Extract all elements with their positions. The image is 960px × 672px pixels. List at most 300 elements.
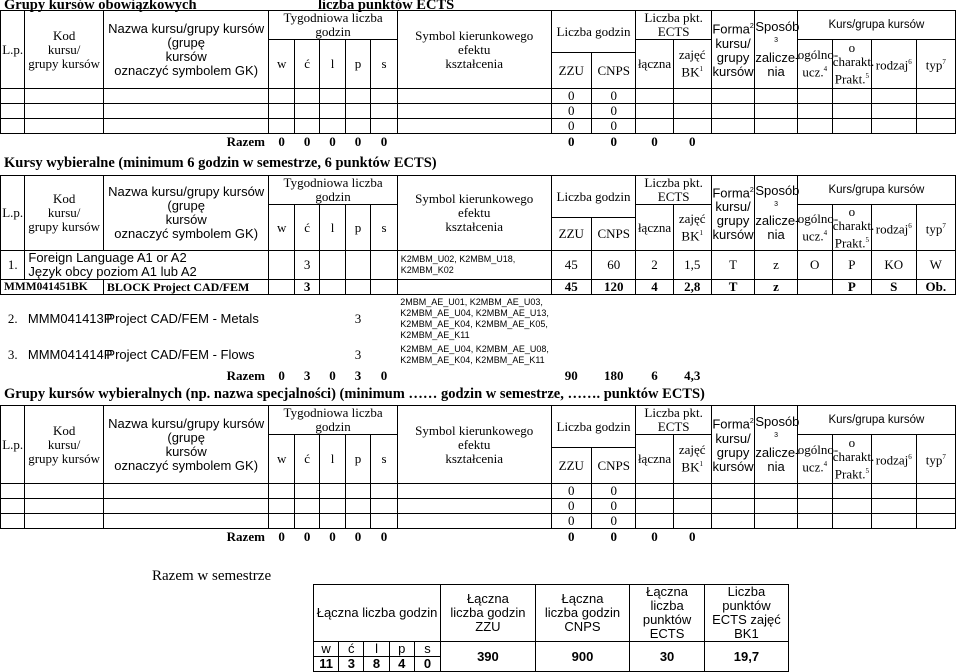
cell-text: ZZU xyxy=(558,62,584,78)
header-sposob xyxy=(755,176,800,251)
cell-text: kursu/ xyxy=(715,430,751,446)
table-cell xyxy=(832,134,871,150)
table-cell: BLOCK Project CAD/FEM xyxy=(103,280,269,295)
table-cell xyxy=(832,119,871,134)
table-cell: 0 xyxy=(651,133,658,149)
cell-text: ECTS xyxy=(657,24,690,39)
table-cell: Razem xyxy=(226,367,265,383)
header-kurs-grupa xyxy=(797,406,955,435)
cell-text: oznaczyć symbolem GK) xyxy=(114,457,259,473)
table-cell xyxy=(371,280,398,295)
table-cell xyxy=(345,104,370,119)
table-cell xyxy=(916,514,955,529)
cell-text: zalicze- xyxy=(755,49,800,65)
table-cell xyxy=(636,119,673,134)
table-cell xyxy=(397,499,551,514)
table-cell: 0 xyxy=(591,119,636,134)
table-cell xyxy=(345,251,370,280)
table-cell: Ob. xyxy=(916,280,955,295)
header-symbol xyxy=(397,11,551,89)
cell-text: 3 xyxy=(774,432,778,440)
cell-text: Foreign Language A1 or A2 xyxy=(28,250,187,266)
cell-text: ogólno- xyxy=(797,211,839,226)
block-row xyxy=(1,280,956,295)
table-cell: 0 xyxy=(551,484,591,499)
cell-text: ZZU xyxy=(558,226,584,242)
cell-text: BK xyxy=(681,228,700,244)
table-cell: P xyxy=(832,280,871,295)
table-cell xyxy=(636,104,673,119)
table-cell xyxy=(320,499,345,514)
cell-text: Liczba godzin xyxy=(556,188,631,204)
header-c xyxy=(294,205,319,251)
cell-text: godzin xyxy=(315,419,351,434)
table-specjalnosci xyxy=(0,405,956,545)
table-cell xyxy=(25,484,104,499)
table-cell xyxy=(711,484,755,499)
header-s xyxy=(371,40,398,89)
table-cell: 900 xyxy=(535,642,630,672)
table-cell: 0 xyxy=(591,514,636,529)
table-cell xyxy=(872,484,917,499)
table-cell xyxy=(636,499,673,514)
table-cell: 3. xyxy=(7,346,18,362)
table-cell: s xyxy=(414,642,440,657)
table-cell xyxy=(1,119,25,134)
table-cell: 0 xyxy=(591,484,636,499)
summary-header-ects xyxy=(630,585,705,642)
table-cell: 0 xyxy=(610,133,617,149)
header-forma xyxy=(711,176,755,251)
cell-text: kursu/ xyxy=(47,41,81,57)
table-cell xyxy=(673,119,711,134)
header-kod xyxy=(25,176,104,251)
table-cell: 0 xyxy=(303,528,311,544)
table-cell xyxy=(103,514,269,529)
header-lp xyxy=(1,406,25,484)
cell-text: Symbol kierunkowego efektu xyxy=(415,27,534,57)
table-cell xyxy=(636,484,673,499)
table-cell xyxy=(397,119,551,134)
cell-text: charakt. xyxy=(832,449,875,465)
table-cell xyxy=(320,295,345,342)
header-liczba-godzin xyxy=(551,406,636,448)
table-cell xyxy=(755,119,797,134)
cell-text: o xyxy=(848,204,856,219)
table-cell xyxy=(872,529,917,545)
table-cell: 8 xyxy=(364,657,389,672)
table-cell xyxy=(872,119,917,134)
table-cell: 0 xyxy=(688,133,696,149)
table-cell xyxy=(916,484,955,499)
cell-text: w xyxy=(276,219,287,235)
table-cell xyxy=(711,368,955,384)
table-cell: 2 xyxy=(636,251,673,280)
table-cell xyxy=(25,104,104,119)
table-cell: O xyxy=(797,251,832,280)
table-cell: 0 xyxy=(354,528,362,544)
cell-text: ZZU xyxy=(558,457,584,473)
header-laczna xyxy=(636,205,673,251)
cell-text: nia xyxy=(767,227,785,243)
cell-text: grupy kursów xyxy=(28,55,101,71)
table-cell: 180 xyxy=(603,367,624,383)
table-cell: 90 xyxy=(564,367,578,383)
cell-text: Tygodniowa liczba xyxy=(283,405,383,420)
cell-text: zalicze- xyxy=(755,213,800,229)
table-cell xyxy=(916,529,955,545)
table-cell xyxy=(1,499,25,514)
table-cell: 0 xyxy=(380,528,388,544)
cell-text: 7 xyxy=(942,58,946,67)
cell-text: ć xyxy=(304,56,310,71)
cell-text: Forma xyxy=(712,416,750,432)
cell-text: kursów xyxy=(712,458,754,474)
header-zajec-bk xyxy=(673,205,711,251)
cell-text: p xyxy=(354,56,362,71)
cell-text: kursu/ xyxy=(47,436,81,452)
table-cell xyxy=(1,89,25,104)
cell-text: nia xyxy=(767,458,785,474)
cell-text: Kurs/grupa kursów xyxy=(828,19,925,31)
table-cell xyxy=(916,499,955,514)
cell-text: Sposób xyxy=(755,414,800,430)
cell-text: Sposób xyxy=(755,183,800,198)
cell-text: ogólno- xyxy=(797,47,839,63)
cell-text: Forma xyxy=(712,185,750,201)
table-cell xyxy=(397,342,551,368)
table-cell: 0 xyxy=(354,133,362,149)
cell-text: 4 xyxy=(823,229,828,237)
cell-text: charakt. xyxy=(832,218,875,233)
table-cell xyxy=(25,499,104,514)
table-cell xyxy=(103,104,269,119)
cell-text: rodzaj xyxy=(875,221,909,237)
table-cell: 0 xyxy=(551,499,591,514)
table-cell: 0 xyxy=(380,133,388,149)
table-cell xyxy=(294,89,319,104)
header-zzu xyxy=(551,53,591,89)
table-cell xyxy=(916,104,955,119)
cell-text: Łączna xyxy=(561,591,604,606)
table-cell xyxy=(1,104,25,119)
cell-text: 5 xyxy=(865,236,869,244)
cell-text: typ xyxy=(925,452,943,468)
header-tygodniowa xyxy=(269,406,397,435)
table-cell xyxy=(916,134,955,150)
cell-text: liczba godzin xyxy=(450,605,526,620)
cell-text: oznaczyć symbolem GK) xyxy=(114,226,259,242)
table-cell xyxy=(371,104,398,119)
table-cell xyxy=(397,484,551,499)
table-cell xyxy=(755,104,797,119)
table-cell xyxy=(797,280,832,295)
cell-text: kursów xyxy=(712,227,754,243)
cell-text: 2MBM_AE_U01, K2MBM_AE_U03, xyxy=(400,296,543,307)
table-cell xyxy=(673,499,711,514)
table-cell: 0 xyxy=(380,367,388,383)
table-cell: 0 xyxy=(329,528,336,544)
header-kurs-grupa xyxy=(797,11,955,40)
cell-text: zajęć xyxy=(678,211,706,226)
cell-text: zalicze- xyxy=(755,444,800,460)
header-ogolno xyxy=(797,435,839,484)
header-ogolno xyxy=(797,40,839,89)
cell-text: rodzaj xyxy=(875,452,909,468)
table-cell xyxy=(371,484,398,499)
header-zajec-bk xyxy=(673,40,711,89)
header-rodzaj xyxy=(872,435,917,484)
table-cell xyxy=(345,280,370,295)
table-cell xyxy=(916,119,955,134)
header-s xyxy=(371,435,398,484)
cell-text: 5 xyxy=(865,72,869,81)
table-cell: 0 xyxy=(568,133,575,149)
table-cell xyxy=(797,119,832,134)
table-cell: 0 xyxy=(651,528,658,544)
table-cell: 4,3 xyxy=(684,367,701,383)
table-cell xyxy=(673,514,711,529)
header-w xyxy=(269,435,294,484)
table-cell xyxy=(1,484,25,499)
cell-text: Nazwa kursu/grupy kursów (grupę xyxy=(108,415,265,445)
cell-text: CNPS xyxy=(564,619,601,634)
table-cell: 0 xyxy=(329,367,336,383)
table-cell xyxy=(269,104,294,119)
cell-text: o xyxy=(848,435,856,451)
table-cell xyxy=(320,251,345,280)
cell-text: 2 xyxy=(749,23,754,31)
header-nazwa xyxy=(103,176,269,251)
table-cell: 0 xyxy=(551,104,591,119)
table-cell: ć xyxy=(339,642,364,657)
section-subtitle-ects: liczba punktów ECTS xyxy=(318,0,455,13)
cell-text: BK xyxy=(681,64,700,80)
header-kod xyxy=(25,406,104,484)
razem-row xyxy=(1,529,956,545)
table-cell xyxy=(397,295,551,342)
table-cell xyxy=(345,89,370,104)
cell-text: kursów xyxy=(165,48,207,64)
table-cell: 45 xyxy=(551,280,591,295)
table-cell xyxy=(872,104,917,119)
table-cell xyxy=(345,484,370,499)
cell-text: Symbol kierunkowego efektu xyxy=(415,191,534,221)
header-c xyxy=(294,40,319,89)
table-cell xyxy=(673,104,711,119)
cell-text: CNPS xyxy=(597,62,630,78)
table-cell xyxy=(371,89,398,104)
cell-text: s xyxy=(381,219,387,235)
table-cell: 0 xyxy=(551,89,591,104)
table-cell xyxy=(636,514,673,529)
header-laczna xyxy=(636,40,673,89)
table-cell: 0 xyxy=(591,499,636,514)
table-cell xyxy=(711,499,755,514)
summary-header-godzin xyxy=(314,585,441,642)
cell-text: grupy kursów xyxy=(28,450,101,466)
cell-text: K2MBM_AE_K11 xyxy=(400,329,470,340)
table-cell xyxy=(551,295,955,342)
table-cell: 0 xyxy=(278,528,285,544)
header-sposob xyxy=(755,11,800,89)
table-cell: 0 xyxy=(303,133,311,149)
header-lp xyxy=(1,176,25,251)
cell-text: K2MBM_K02 xyxy=(400,265,454,276)
cell-text: zajęć xyxy=(678,442,706,458)
cell-text: kursu/ xyxy=(715,199,751,215)
table-cell xyxy=(755,89,797,104)
table-cell: 3 xyxy=(294,251,319,280)
cell-text: nia xyxy=(767,63,785,79)
table-cell xyxy=(345,499,370,514)
table-cell: 0 xyxy=(278,367,285,383)
header-l xyxy=(320,40,345,89)
table-cell xyxy=(832,89,871,104)
cell-text: K2MBM_AE_U04, K2MBM_AE_U13, xyxy=(400,307,549,318)
table-cell xyxy=(397,529,551,545)
cell-text: CNPS xyxy=(597,457,630,473)
header-liczba-godzin xyxy=(551,176,636,218)
table-cell xyxy=(269,251,294,280)
header-symbol xyxy=(397,176,551,251)
table-cell xyxy=(755,134,797,150)
cell-text: ucz. xyxy=(802,64,824,80)
table-cell: z xyxy=(755,280,797,295)
header-symbol xyxy=(397,406,551,484)
table-cell: 0 xyxy=(591,89,636,104)
cell-text: Liczba pkt. xyxy=(644,10,703,25)
cell-text: Kod xyxy=(52,27,76,43)
cell-text: kształcenia xyxy=(445,450,504,466)
table-cell xyxy=(294,484,319,499)
table-cell xyxy=(294,514,319,529)
cell-text: L.p. xyxy=(2,41,24,57)
header-tygodniowa xyxy=(269,11,397,40)
table-cell: 0 xyxy=(568,528,575,544)
table-cell: S xyxy=(872,280,917,295)
cell-text: rodzaj xyxy=(875,57,909,73)
cell-text: Liczba godzin xyxy=(556,418,631,434)
table-wybieralne xyxy=(0,175,956,384)
table-cell xyxy=(397,104,551,119)
table-row xyxy=(1,295,956,342)
cell-text: 2 xyxy=(749,187,754,194)
cell-text: ucz. xyxy=(802,459,824,475)
table-cell: w xyxy=(314,642,339,657)
table-row xyxy=(1,89,956,104)
razem-row xyxy=(1,368,956,384)
header-liczba-pkt xyxy=(636,176,711,205)
table-cell xyxy=(397,280,551,295)
table-cell: 3 xyxy=(339,657,364,672)
header-forma xyxy=(711,11,755,89)
table-cell xyxy=(25,89,104,104)
cell-text: łączna xyxy=(637,219,672,235)
cell-text: grupy xyxy=(716,444,750,460)
table-cell xyxy=(397,514,551,529)
table-cell xyxy=(832,104,871,119)
cell-text: 1 xyxy=(699,65,703,74)
table-cell: Razem xyxy=(226,528,265,544)
table-cell: Project CAD/FEM - Metals xyxy=(106,310,259,326)
cell-text: BK1 xyxy=(734,626,759,641)
table-cell xyxy=(711,529,755,545)
cell-text: CNPS xyxy=(597,226,630,242)
cell-text: Nazwa kursu/grupy kursów (grupę xyxy=(108,184,265,214)
table-row xyxy=(1,484,956,499)
table-cell: KO xyxy=(872,251,917,280)
cell-text: ucz. xyxy=(802,228,824,244)
table-cell xyxy=(103,484,269,499)
header-w xyxy=(269,40,294,89)
table-cell xyxy=(269,499,294,514)
header-nazwa xyxy=(103,406,269,484)
header-zajec-bk xyxy=(673,435,711,484)
header-cnps xyxy=(591,53,636,89)
table-cell: 1. xyxy=(1,251,25,280)
table-cell xyxy=(371,251,398,280)
table-cell xyxy=(269,280,294,295)
table-cell: 11 xyxy=(314,657,339,672)
table-cell: 120 xyxy=(591,280,636,295)
cell-text: grupy xyxy=(716,49,750,65)
table-cell xyxy=(320,514,345,529)
cell-text: Prakt. xyxy=(834,71,866,87)
table-cell: l xyxy=(364,642,389,657)
cell-text: Kod xyxy=(52,191,76,207)
header-p xyxy=(345,40,370,89)
cell-text: ECTS zajęć xyxy=(712,612,781,627)
table-cell xyxy=(320,280,345,295)
cell-text: kursu/ xyxy=(715,35,751,51)
table-cell xyxy=(797,514,832,529)
cell-text: Prakt. xyxy=(834,235,866,251)
cell-text: Symbol kierunkowego efektu xyxy=(415,422,534,452)
cell-text: o xyxy=(848,40,856,56)
table-cell xyxy=(797,529,832,545)
header-lp xyxy=(1,11,25,89)
table-cell xyxy=(797,499,832,514)
table-cell xyxy=(345,514,370,529)
header-ogolno xyxy=(797,205,839,251)
cell-text: 7 xyxy=(942,453,946,462)
cell-text: grupy kursów xyxy=(28,219,101,235)
table-cell xyxy=(673,484,711,499)
cell-text: łączna xyxy=(637,56,672,71)
cell-text: oznaczyć symbolem GK) xyxy=(114,62,259,78)
header-kurs-grupa xyxy=(797,176,955,205)
header-c xyxy=(294,435,319,484)
table-cell xyxy=(832,529,871,545)
cell-text: łączna xyxy=(637,451,672,466)
cell-text: l xyxy=(330,56,335,71)
table-cell xyxy=(269,295,294,342)
table-cell xyxy=(755,484,797,499)
table-cell: 45 xyxy=(551,251,591,280)
header-liczba-godzin xyxy=(551,11,636,53)
cell-text: BK xyxy=(681,459,700,475)
header-rodzaj xyxy=(872,205,917,251)
cell-text: 2 xyxy=(749,418,754,426)
cell-text: 4 xyxy=(823,65,828,74)
table-cell xyxy=(294,104,319,119)
cell-text: godzin xyxy=(315,24,351,39)
cell-text: K2MBM_AE_U04, K2MBM_AE_U08, xyxy=(400,343,549,354)
cell-text: 1 xyxy=(699,229,703,237)
table-cell xyxy=(832,484,871,499)
table-cell xyxy=(673,89,711,104)
